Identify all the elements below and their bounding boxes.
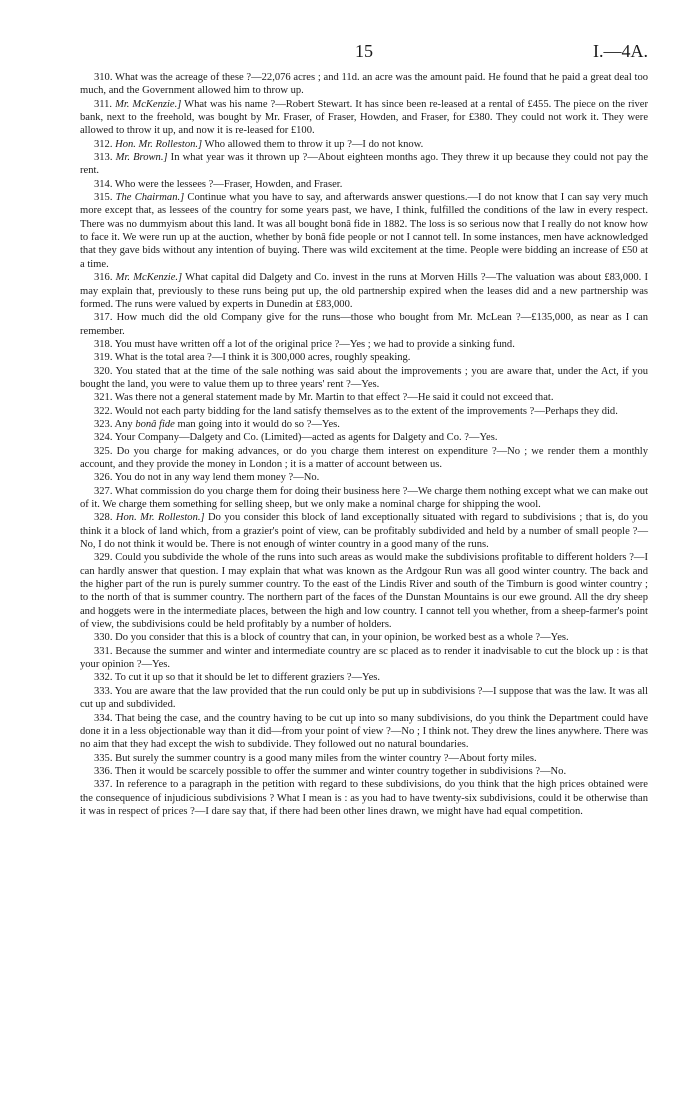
paragraph-text: 326. You do not in any way lend them money ?—No. — [94, 472, 320, 484]
paragraph — [80, 151, 648, 178]
speaker-label: The Chairman.] — [115, 192, 185, 204]
paragraph-text: 323. Any — [94, 418, 136, 430]
paragraph — [80, 365, 648, 392]
paragraph-text-continued: man going into it would do so ?—Yes. — [174, 418, 340, 430]
paragraph-text: 325. Do you charge for making advances, or do you charge them interest on expenditure ?—No ; we render them a monthly account, and they provide the money in London ; it is a matter of account between us. — [80, 445, 648, 470]
paragraph-text: 335. But surely the summer country is a good many miles from the winter country ?—About forty miles. — [94, 752, 537, 764]
document-reference: I.—4A. — [593, 41, 648, 61]
speaker-label: Hon. Mr. Rolleston.] — [115, 138, 203, 150]
paragraph — [80, 191, 648, 271]
paragraph — [80, 645, 648, 672]
paragraph-text: 314. Who were the lessees ?—Fraser, Howden, and Fraser. — [94, 178, 343, 190]
paragraph-text-continued: In what year was it thrown up ?—About eighteen months ago. They threw it up because they could not pay the rent. — [80, 152, 649, 177]
paragraph-text-continued: What was his name ?—Robert Stewart. It has since been re-leased at a rental of £455. The piece on the river bank, next to the freehold, was bought by Mr. Fraser, of Fraser, Howden, and Fraser, for £380. They could not work it. They were allowed to throw it up, and now it is re-leased for £100. — [80, 98, 648, 137]
paragraph-text: 337. In reference to a paragraph in the petition with regard to these subdivisions, do you think that the high prices obtained were the consequence of injudicious subdivisions ? What I mean is : as you had to have twenty-six subdivisions, could it be otherwise than it was in respect of prices ?—I dare say that, if there had been other lines drawn, we might have had equal competition. — [80, 779, 648, 817]
paragraph — [80, 778, 648, 818]
paragraph-text: 321. Was there not a general statement made by Mr. Martin to that effect ?—He said it could not exceed that. — [94, 392, 554, 404]
paragraph-text: 318. You must have written off a lot of the original price ?—Yes ; we had to provide a sinking fund. — [94, 338, 515, 350]
paragraph — [80, 338, 648, 351]
paragraph — [80, 471, 648, 484]
paragraph-text: 327. What commission do you charge them for doing their business here ?—We charge them nothing except what we can make out of it. We charge them something for selling sheep, but we only make a nominal charge for shipping the wool. — [80, 485, 648, 510]
paragraph-text: 317. How much did the old Company give for the runs—those who bought from Mr. McLean ?—£135,000, as near as I can remember. — [80, 312, 648, 337]
paragraph — [80, 418, 648, 431]
speaker-label: bonâ fide — [135, 418, 175, 430]
paragraph — [80, 445, 648, 472]
paragraph — [80, 671, 648, 684]
paragraph — [80, 311, 648, 338]
paragraph-text: 332. To cut it up so that it should be let to different graziers ?—Yes. — [94, 672, 381, 684]
paragraph-text-continued: What capital did Dalgety and Co. invest in the runs at Morven Hills ?—The valuation was about £83,000. I may explain that, previously to these runs being put up, the old partnership expired when the leases did and a new partnership was formed. The runs were valued by experts in Dunedin at £83,000. — [80, 272, 648, 310]
paragraph-text: 324. Your Company—Dalgety and Co. (Limited)—acted as agents for Dalgety and Co. ?—Yes. — [94, 432, 498, 444]
speaker-label: Mr. McKenzie.] — [115, 98, 182, 110]
paragraph — [80, 685, 648, 712]
page-header — [80, 41, 648, 71]
paragraph-text: 319. What is the total area ?—I think it is 300,000 acres, roughly speaking. — [94, 352, 411, 364]
paragraph — [80, 431, 648, 444]
paragraph — [80, 271, 648, 311]
paragraph — [80, 765, 648, 778]
paragraph-text: 333. You are aware that the law provided that the run could only be put up in subdivisions ?—I suppose that was the law. It was all cut up and subdivided. — [80, 685, 648, 711]
paragraph — [80, 71, 648, 98]
paragraph-text: 328. — [94, 512, 116, 524]
paragraph-text: 331. Because the summer and winter and intermediate country are sc placed as to render it inadvisable to cut the block up : is that your opinion ?—Yes. — [80, 645, 648, 671]
paragraph-text-continued: Do you consider this block of land exceptionally situated with regard to subdivisions ; that is, do you think it a block of land which, from a grazier's point of view, can be profitably subdivided and held by a number of small people ?—No, I do not think it would be. There is not enough of winter country in a good many of the runs. — [80, 512, 648, 551]
speaker-label: Hon. Mr. Rolleston.] — [115, 512, 205, 524]
paragraph — [80, 98, 648, 138]
paragraph-text: 311. — [94, 98, 116, 110]
paragraph — [80, 511, 648, 551]
page-number: 15 — [355, 41, 373, 61]
paragraph-text: 330. Do you consider that this is a block of country that can, in your opinion, be worked best as a whole ?—Yes. — [94, 632, 569, 644]
paragraph — [80, 178, 648, 191]
paragraph — [80, 351, 648, 364]
paragraph-text: 313. — [94, 152, 116, 164]
body-text — [80, 71, 648, 818]
paragraph — [80, 138, 648, 151]
paragraph-text: 310. What was the acreage of these ?—22,076 acres ; and 11d. an acre was the amount paid. He found that he paid a great deal too much, and the Government allowed him to throw up. — [80, 72, 648, 97]
paragraph — [80, 752, 648, 765]
paragraph-text: 315. — [94, 192, 116, 204]
paragraph-text: 336. Then it would be scarcely possible to offer the summer and winter country together in subdivisions ?—No. — [94, 765, 567, 777]
paragraph — [80, 631, 648, 644]
paragraph — [80, 551, 648, 631]
speaker-label: Mr. McKenzie.] — [115, 272, 183, 284]
paragraph — [80, 405, 648, 418]
paragraph — [80, 712, 648, 752]
paragraph-text: 334. That being the case, and the country having to be cut up into so many subdivisions, do you think the Department could have done it in a less objectionable way than it did—from your point of view ?—No ; I think not. They drew the lines anywhere. There was no aim that they had except the wish to subdivide. They followed out no natural boundaries. — [80, 712, 648, 751]
paragraph-text: 329. Could you subdivide the whole of the runs into such areas as would make the subdivisions profitable to different holders ?—I can hardly answer that question. I may explain that what was known as the Ardgour Run was all good winter country. The back and the higher part of the run is purely summer country. To the east of the Lindis River and south of the Timburn is good winter country ; to the north of that is summer country. The northern part of the faces of the Dunstan Mountains is our ewe ground. All the dry sheep and hoggets were in the intermediate places, between the high and low country. I cannot tell you whether, from a sheep-farmer's point of view, the subdivisions could be held profitably by a number of holders. — [80, 552, 648, 631]
paragraph — [80, 485, 648, 512]
paragraph-text-continued: Who allowed them to throw it up ?—I do not know. — [202, 138, 424, 150]
paragraph-text: 312. — [94, 138, 116, 150]
paragraph-text: 316. — [94, 272, 116, 284]
paragraph-text: 320. You stated that at the time of the sale nothing was said about the improvements ; you are aware that, under the Act, if you bought the land, you were to value them up to three years' rent ?—Yes. — [80, 365, 648, 390]
paragraph-text: 322. Would not each party bidding for the land satisfy themselves as to the extent of the improvements ?—Perhaps they did. — [94, 405, 618, 417]
paragraph — [80, 391, 648, 404]
paragraph-text-continued: Continue what you have to say, and afterwards answer questions.—I do not know that I can say very much more except that, as lessees of the country for some years past, we have, I think, fulfilled the conditions of the law in every respect. There was no dummyism about this land. It was all bought bonâ fide in 1882. The loss is so serious now that I really do not know how to face it. We were run up at the auction, whether by bonâ fide people or not I cannot tell. In some instances, men have acknowledged that they gave bids without any intention of buying. There was wild excitement at the time. People were bidding an increase of £50 at a time. — [80, 192, 649, 270]
speaker-label: Mr. Brown.] — [115, 152, 168, 164]
